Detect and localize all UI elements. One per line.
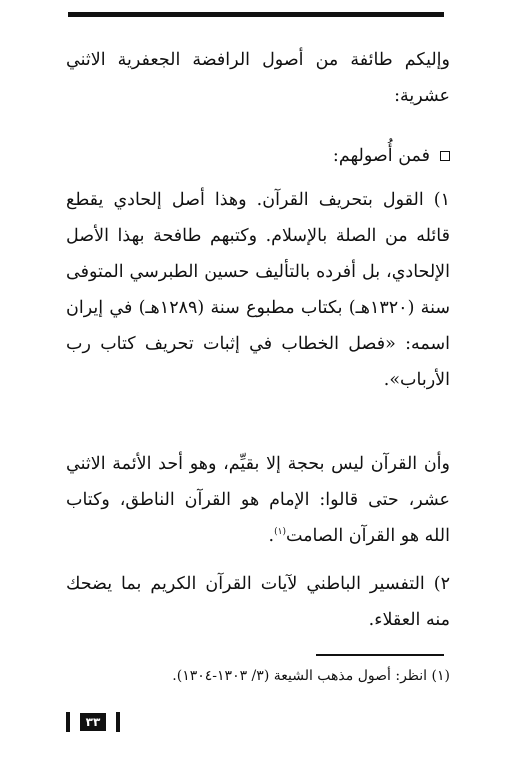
list-item-1-text: القول بتحريف القرآن. وهذا أصل إلحادي يقطع قائله من الصلة بالإسلام. وكتبهم طافحة بهذا الأصل الإلحادي، بل أفرده بالتأليف حسين الطبرسي المتوفى سنة (١٣٢٠هـ) بكتاب مطبوع سنة (١٢٨٩هـ) في إيران اسمه: «فصل الخطاب في إثبات تحريف كتاب رب الأرباب».	[66, 190, 451, 390]
list-item-2-text: التفسير الباطني لآيات القرآن الكريم بما يضحك منه العقلاء.	[66, 574, 450, 630]
list-item-1-number: ١)	[433, 190, 450, 210]
footnote: (١) انظر: أصول مذهب الشيعة (٣/ ١٣٠٣-١٣٠٤).	[172, 668, 450, 684]
footnote-divider	[316, 654, 444, 656]
square-bullet-icon	[440, 151, 450, 161]
page-number: ٣٣	[80, 713, 107, 731]
list-item-2-number: ٢)	[433, 574, 450, 594]
middle-paragraph	[66, 446, 450, 554]
intro-paragraph	[66, 42, 450, 114]
top-rule	[68, 12, 444, 17]
middle-paragraph-end: .	[268, 526, 275, 546]
section-heading-text: فمن أُصولهم:	[332, 146, 430, 166]
intro-text: وإليكم طائفة من أصول الرافضة الجعفرية الاثني عشرية:	[66, 50, 450, 106]
list-item-2	[66, 566, 450, 638]
page-number-box	[66, 712, 120, 732]
footnote-marker[interactable]: (١)	[274, 527, 286, 538]
list-item-1	[66, 182, 450, 398]
middle-paragraph-text: وأن القرآن ليس بحجة إلا بقيِّم، وهو أحد الأئمة الاثني عشر، حتى قالوا: الإمام هو القرآن الناطق، وكتاب الله هو القرآن الصامت	[66, 454, 450, 546]
section-heading	[66, 138, 450, 174]
